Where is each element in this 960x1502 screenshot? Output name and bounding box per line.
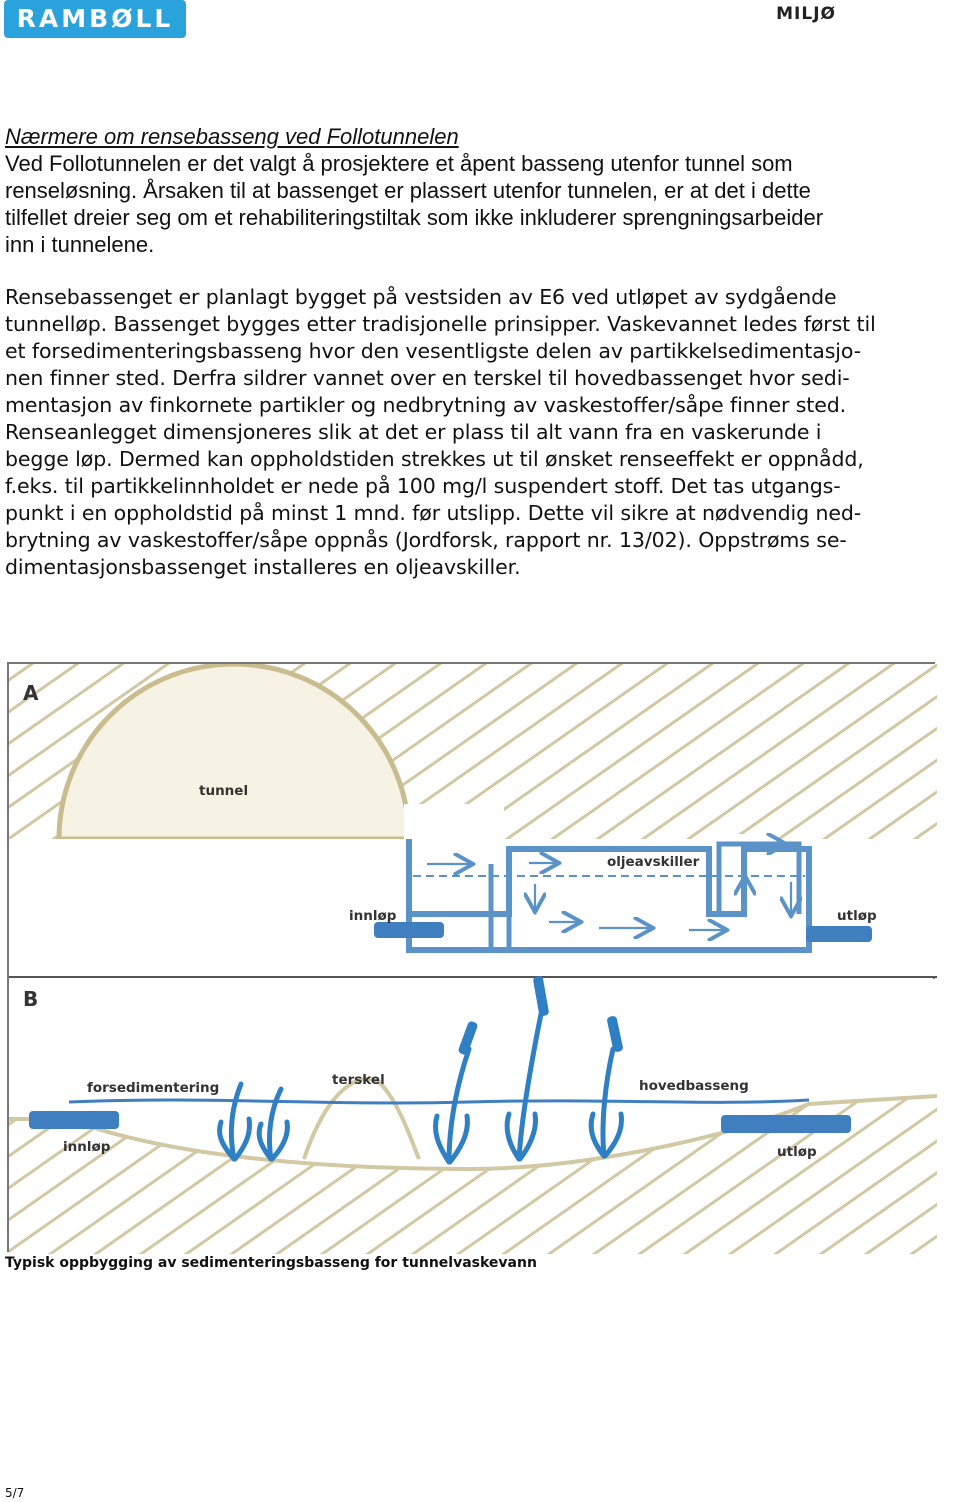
body-line: nen finner sted. Derfra sildrer vannet over en terskel til hovedbassenget hvor sedi-: [5, 366, 850, 390]
outlet-pipe-a: [806, 926, 872, 942]
panel-a: [9, 664, 937, 976]
body-line: Renseanlegget dimensjoneres slik at det er plass til alt vann fra en vaskerunde i: [5, 420, 822, 444]
body-line: tunnelløp. Bassenget bygges etter tradisjonelle prinsipper. Vaskevannet ledes først til: [5, 312, 876, 336]
body-line: mentasjon av finkornete partikler og nedbrytning av vaskestoffer/såpe finner sted.: [5, 393, 847, 417]
ramboll-logo: RAMBØLL: [4, 0, 186, 38]
body-line: brytning av vaskestoffer/såpe oppnås (Jordforsk, rapport nr. 13/02). Oppstrøms se-: [5, 528, 847, 552]
body-line: punkt i en oppholdstid på minst 1 mnd. før utslipp. Dette vil sikre at nødvendig ned-: [5, 501, 862, 525]
body-line: et forsedimenteringsbasseng hvor den vesentligste delen av partikkelsedimentasjo-: [5, 339, 862, 363]
intro-line: renseløsning. Årsaken til at bassenget er plassert utenfor tunnelen, er at det i dette: [5, 178, 811, 203]
tunnel-label: tunnel: [199, 783, 249, 799]
intro-paragraph: [5, 123, 960, 258]
panel-a-label: A: [23, 681, 39, 705]
body-line: f.eks. til partikkelinnholdet er nede på 100 mg/l suspendert stoff. Det tas utgangs-: [5, 474, 841, 498]
outlet-pipe-b: [721, 1115, 851, 1133]
figure-caption: Typisk oppbygging av sedimenteringsbasseng for tunnelvaskevann: [5, 1255, 537, 1271]
sedimentation-basin-figure: [7, 662, 935, 1252]
body-line: begge løp. Dermed kan oppholdstiden strekkes ut til ønsket renseeffekt er oppnådd,: [5, 447, 864, 471]
body-paragraph: [5, 284, 960, 581]
body-line: dimentasjonsbassenget installeres en oljeavskiller.: [5, 555, 521, 579]
subsection-heading: Nærmere om rensebasseng ved Follotunnelen: [5, 124, 459, 149]
figure-diagram: [9, 664, 937, 1254]
section-title: MILJØ: [776, 4, 836, 24]
intro-line: tilfellet dreier seg om et rehabiliteringstiltak som ikke inkluderer sprengningsarbeider: [5, 205, 824, 230]
panel-b: [9, 975, 937, 1254]
intro-line: inn i tunnelene.: [5, 232, 155, 257]
outlet-label-a: utløp: [837, 908, 877, 924]
inlet-label-b: innløp: [63, 1139, 111, 1155]
inlet-pipe-b: [29, 1111, 119, 1129]
main-basin-label: hovedbasseng: [639, 1078, 749, 1094]
panel-b-label: B: [23, 987, 39, 1011]
oil-separator-label: oljeavskiller: [607, 854, 700, 870]
weir-label: terskel: [332, 1072, 385, 1088]
outlet-label-b: utløp: [777, 1144, 817, 1160]
intro-line: Ved Follotunnelen er det valgt å prosjektere et åpent basseng utenfor tunnel som: [5, 151, 793, 176]
page-number: 5/7: [5, 1486, 25, 1500]
inlet-pipe-a: [374, 922, 444, 938]
inlet-label-a: innløp: [349, 908, 397, 924]
pre-sedimentation-label: forsedimentering: [87, 1080, 220, 1096]
body-line: Rensebassenget er planlagt bygget på vestsiden av E6 ved utløpet av sydgående: [5, 285, 837, 309]
